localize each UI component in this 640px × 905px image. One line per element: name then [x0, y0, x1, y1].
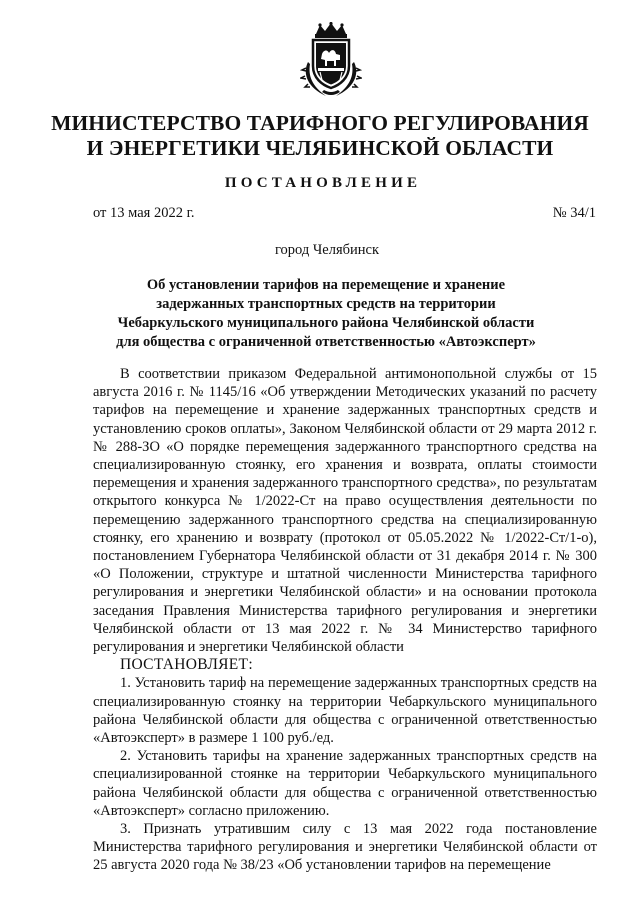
item-2-paragraph: 2. Установить тарифы на хранение задержанных транспортных средств на специализированной стоянке на территории Чебаркульского муниципального района Челябинской области для общества с ограниченной ответственностью «Автоэксперт» согласно приложению. [93, 748, 597, 819]
city-name: город Челябинск [274, 242, 380, 258]
ministry-name [0, 111, 640, 161]
decree-body [93, 365, 597, 875]
decree-title: ПОСТАНОВЛЕНИЕ [224, 175, 422, 191]
item-1-paragraph: 1. Установить тариф на перемещение задержанных транспортных средств на специализированную стоянку на территории Чебаркульского муниципального района Челябинской области для общества с ограниченной ответственностью «Автоэксперт» в размере 1 100 руб./ед. [93, 675, 597, 747]
decree-subject [0, 276, 640, 352]
ministry-line-1: МИНИСТЕРСТВО ТАРИФНОГО РЕГУЛИРОВАНИЯ [51, 111, 589, 135]
subject-line-3: Чебаркульского муниципального района Челябинской области [117, 315, 535, 331]
subject-line-4: для общества с ограниченной ответственностью «Автоэксперт» [116, 334, 536, 350]
decree-date: от 13 мая 2022 г. [93, 205, 195, 221]
decree-number: № 34/1 [552, 205, 596, 221]
chelyabinsk-coat-of-arms-icon [300, 22, 362, 98]
decree-word: ПОСТАНОВЛЯЕТ: [120, 656, 253, 674]
preamble-paragraph: В соответствии приказом Федеральной антимонопольной службы от 15 августа 2016 г. № 1145/16 «Об утверждении Методических указаний по расчету тарифов на перемещение и хранение задержанных транспортных средств и установлению сроков оплаты», Законом Челябинской области от 29 марта 2012 г. № 288-ЗО «О порядке перемещения задержанного транспортного средства на специализированную стоянку, его хранения и возврата, оплаты стоимости перемещения и хранения задержанного транспортного средства», по результатам открытого конкурса № 1/2022-Ст на право осуществления деятельности по перемещению задержанного транспортного средства на специализированную стоянку, его хранению и возврату (протокол от 05.05.2022 № 1/2022-Ст/1-о), постановлением Губернатора Челябинской области от 31 декабря 2014 г. № 300 «О Положении, структуре и штатной численности Министерства тарифного регулирования и энергетики Челябинской области» и на основании протокола заседания Правления Министерства тарифного регулирования и энергетики Челябинской области от 13 мая 2022 г. № 34 Министерство тарифного регулирования и энергетики Челябинской области [93, 366, 597, 656]
subject-line-1: Об установлении тарифов на перемещение и хранение [146, 277, 506, 293]
item-3-paragraph: 3. Признать утратившим силу с 13 мая 2022 года постановление Министерства тарифного регулирования и энергетики Челябинской области от 25 августа 2020 года № 38/23 «Об установлении тарифов на перемещение [93, 821, 597, 874]
subject-line-2: задержанных транспортных средств на территории [156, 296, 496, 312]
ministry-line-2: И ЭНЕРГЕТИКИ ЧЕЛЯБИНСКОЙ ОБЛАСТИ [86, 136, 554, 160]
